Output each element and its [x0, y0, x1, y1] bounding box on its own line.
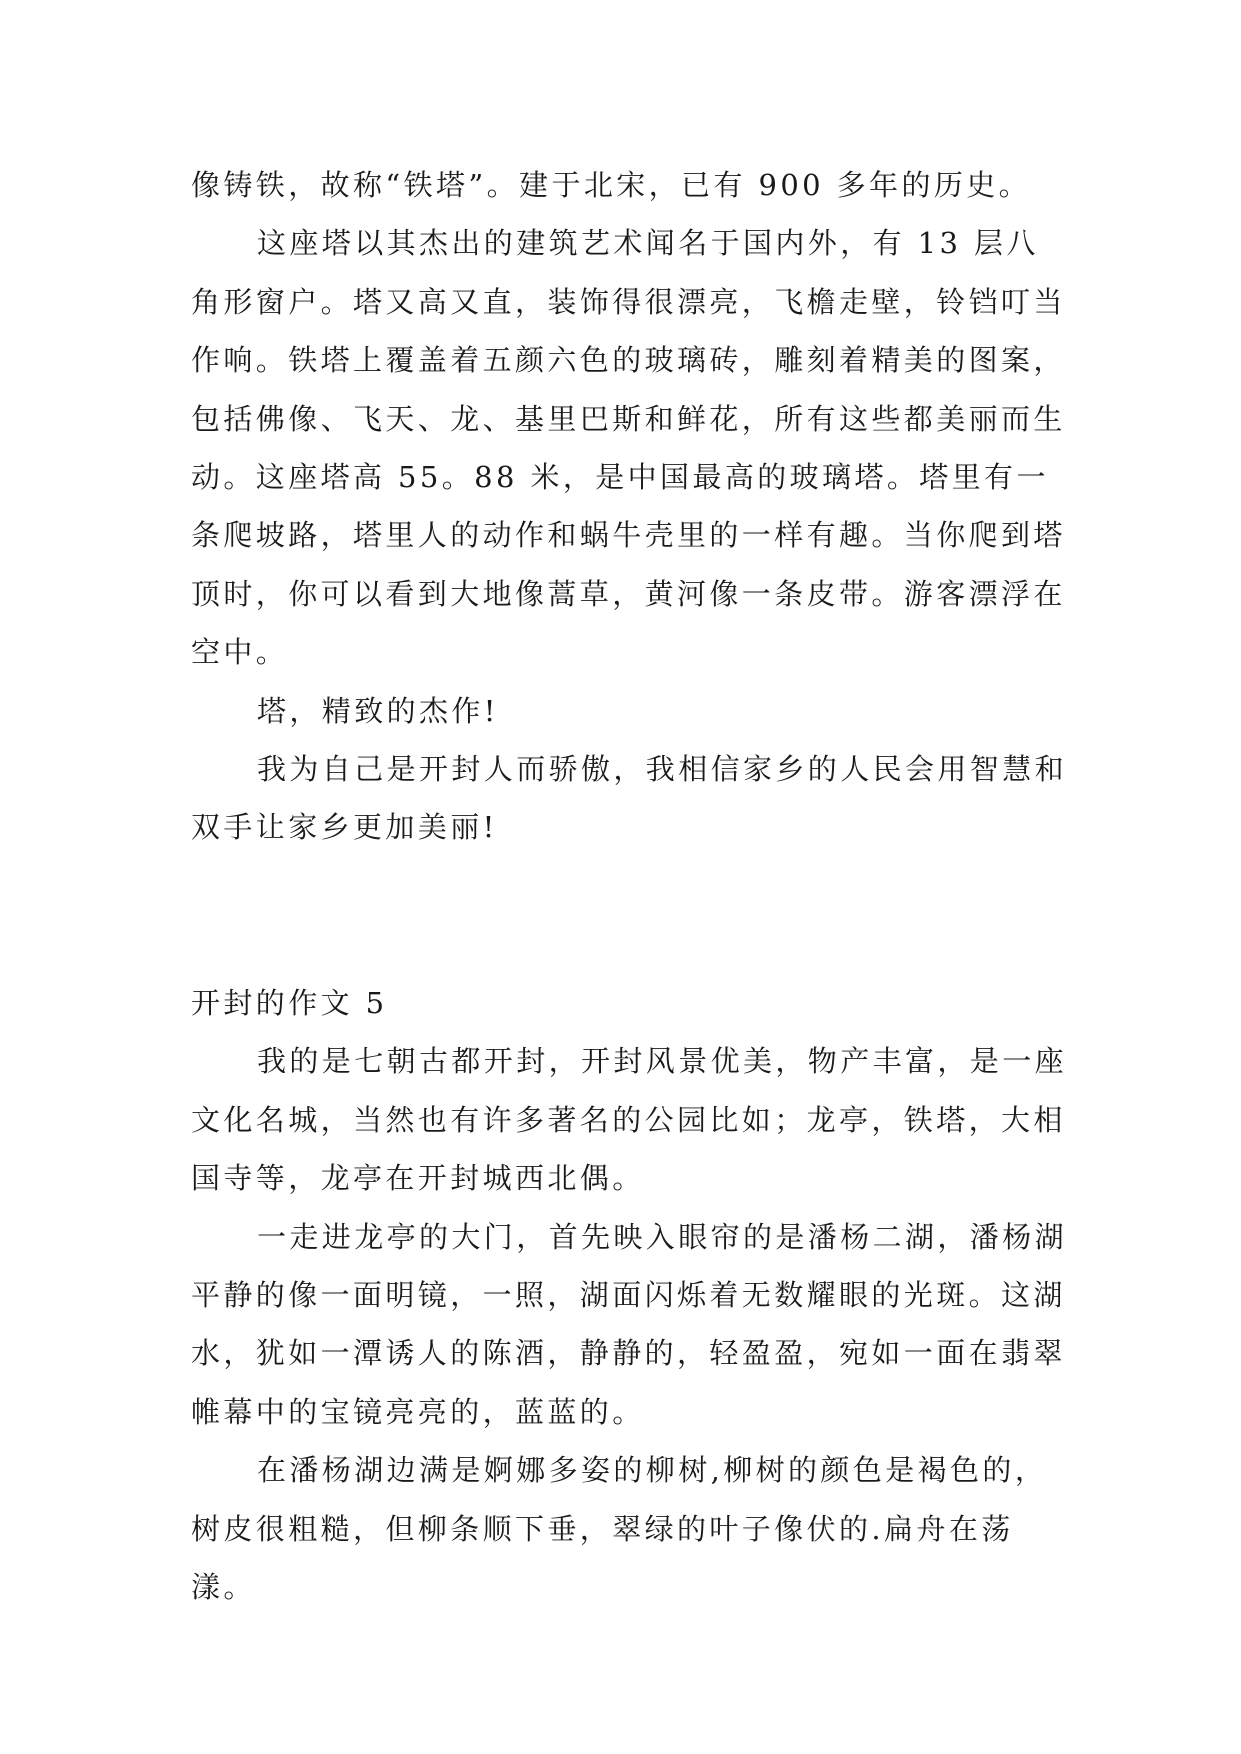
document-body	[191, 156, 1071, 1616]
paragraph: 一走进龙亭的大门，首先映入眼帘的是潘杨二湖，潘杨湖平静的像一面明镜，一照，湖面闪烁着无数耀眼的光斑。这湖水，犹如一潭诱人的陈酒，静静的，轻盈盈，宛如一面在翡翠帷幕中的宝镜亮亮的，蓝蓝的。	[191, 1219, 1068, 1429]
paragraph-continuation: 像铸铁，故称“铁塔”。建于北宋，已有 900 多年的历史。	[191, 168, 1032, 202]
paragraph: 在潘杨湖边满是婀娜多姿的柳树,柳树的颜色是褐色的，树皮很粗糙，但柳条顺下垂，翠绿的叶子像伏的.扁舟在荡漾。	[191, 1453, 1048, 1604]
paragraph: 塔，精致的杰作!	[257, 693, 499, 728]
paragraph: 这座塔以其杰出的建筑艺术闻名于国内外，有 13 层八角形窗户。塔又高又直，装饰得很漂亮，飞檐走壁，铃铛叮当作响。铁塔上覆盖着五颜六色的玻璃砖，雕刻着精美的图案，包括佛像、飞天、龙、基里巴斯和鲜花，所有这些都美丽而生动。这座塔高 55。88 米，是中国最高的玻璃塔。塔里有一条爬坡路，塔里人的动作和蜗牛壳里的一样有趣。当你爬到塔顶时，你可以看到大地像蒿草，黄河像一条皮带。游客漂浮在空中。	[191, 226, 1066, 670]
paragraph: 我的是七朝古都开封，开封风景优美，物产丰富，是一座文化名城，当然也有许多著名的公园比如；龙亭，铁塔，大相国寺等，龙亭在开封城西北偶。	[191, 1044, 1068, 1196]
section-title: 开封的作文 5	[191, 985, 388, 1020]
paragraph: 我为自己是开封人而骄傲，我相信家乡的人民会用智慧和双手让家乡更加美丽!	[191, 752, 1068, 845]
